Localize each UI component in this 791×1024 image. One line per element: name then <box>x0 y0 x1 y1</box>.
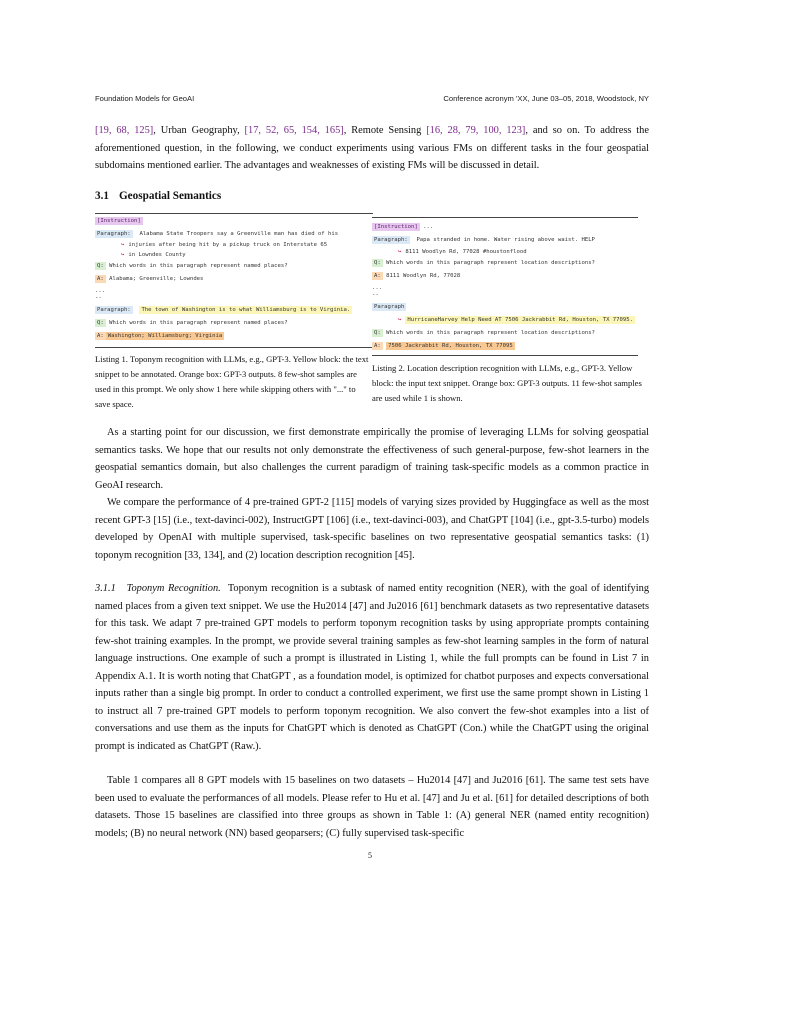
model-output: 7506 Jackrabbit Rd, Houston, TX 77095 <box>388 343 513 349</box>
paragraph-table-comparison: Table 1 compares all 8 GPT models with 15 baselines on two datasets – Hu2014 [47] and Ju2016 [61]. The same test sets have been used to evaluate the performances of all models. Please refer to Hu et al. [47] and Ju et al. [61] for detailed descriptions of both datasets. Those 15 baselines are classified into three groups as shown in Table 1: (A) general NER (named entity recognition) models; (B) no neural network (NN) based geoparsers; (C) fully supervised task-specific <box>95 775 649 839</box>
instruction-tag: [Instruction] <box>97 218 141 224</box>
running-header-conference: Conference acronym 'XX, June 03–05, 2018, Woodstock, NY <box>443 94 649 103</box>
citation[interactable]: [16, 28, 79, 100, 123] <box>426 125 526 136</box>
subsection-number: 3.1.1 <box>95 583 116 594</box>
line-wrap-icon: ↪ <box>121 252 125 258</box>
running-header-title: Foundation Models for GeoAI <box>95 94 195 103</box>
instruction-tag: [Instruction] <box>374 224 418 230</box>
line-wrap-icon: ↪ <box>121 242 125 248</box>
intro-paragraph: [19, 68, 125], Urban Geography, [17, 52, 65, 154, 165], Remote Sensing [16, 28, 79, 100, 123], and so on. To address the aforementioned question, in the following, we conduct experiments using various FMs on different tasks in the four geospatial subdomains mentioned earlier. The advantages and weaknesses of existing FMs will be discussed in detail. <box>95 125 649 171</box>
model-output: Washington; Williamsburg; Virginia <box>107 333 223 339</box>
section-heading: 3.1 Geospatial Semantics <box>95 190 222 202</box>
input-snippet: HurricaneHarvey Help Need AT 7506 Jackrabbit Rd, Houston, TX 77095. <box>407 317 634 323</box>
citation[interactable]: [17, 52, 65, 154, 165] <box>244 125 344 136</box>
input-snippet: The town of Washington is to what Williamsburg is to Virginia. <box>141 307 351 313</box>
paragraph-compare-models: We compare the performance of 4 pre-trained GPT-2 [115] models of varying sizes provided by Huggingface as well as the most recent GPT-3 [15] (i.e., text-davinci-002), InstructGPT [106] (i.e., text-davinci-003), and ChatGPT [104] (i.e., gpt-3.5-turbo) models developed by OpenAI with multiple supervised, task-specific baselines on two representative geospatial semantics tasks: (1) toponym recognition [33, 134], and (2) location description recognition [45]. <box>95 497 649 561</box>
listing-rule <box>372 217 638 218</box>
citation[interactable]: [19, 68, 125] <box>95 125 154 136</box>
subsection-toponym-recognition: 3.1.1 Toponym Recognition. Toponym recognition is a subtask of named entity recognition (NER), with the goal of identifying named places from a given text snippet. We use the Hu2014 [47] and Ju2016 [61] benchmark datasets as two representative datasets for this task. We adapt 7 pre-trained GPT models to perform toponym recognition tasks by using appropriate prompts containing few-shot training examples. In the prompt, we provide several training samples as few-shot learning samples in the form of natural language instructions. One example of such a prompt is illustrated in Listing 1, while the full prompts can be found in List 7 in Appendix A.1. It is worth noting that ChatGPT , as a foundation model, is optimized for chatbot purposes and expects conversational inputs rather than a single big prompt. In order to conduct a controlled experiment, we first use the same prompt shown in Listing 1 to instruct all 7 pre-trained GPT models to perform toponym recognition. We also convert the few-shot examples into a list of conversations and use them as the inputs for ChatGPT which is denoted as ChatGPT (Con.) while the ChatGPT using the original prompt is indicated as ChatGPT (Raw.). <box>95 583 650 752</box>
listing-rule <box>372 355 638 356</box>
listing-rule <box>95 347 373 348</box>
line-wrap-icon: ↪ <box>398 249 402 255</box>
line-wrap-icon: ↪ <box>398 317 402 323</box>
listing-2: [Instruction] ... Paragraph: Papa stranded in home. Water rising above waist. HELP ↪ 8111 Woodlyn Rd, 77028 #houstonflood Q: Which words in this paragraph represent location descriptions? A: 8111 Woodlyn Rd, 77028 ... -- Paragraph ↪ HurricaneHarvey Help Need AT 7506 Jackrabbit Rd, Houston, TX 77095. Q: Which words in this paragraph represent location descriptions? A: 7506 Jackrabbit Rd, Houston, TX 77095 <box>372 214 638 354</box>
listing-rule <box>95 213 373 214</box>
listing-1-caption: Listing 1. Toponym recognition with LLMs, e.g., GPT-3. Yellow block: the text snippet to be annotated. Orange box: GPT-3 outputs. 8 few-shot samples are used in this prompt. We only show 1 here while skipping others with "..." to save space. <box>95 354 369 409</box>
listing-1: [Instruction] Paragraph: Alabama State Troopers say a Greenville man has died of his ↪ injuries after being hit by a pickup truck on Interstate 65 ↪ in Lowndes County Q: Which words in this paragraph represent named places? A: Alabama; Greenville; Lowndes ... -- Paragraph: The town of Washington is to what Williamsburg is to Virginia. Q: Which words in this paragraph represent named places? A: Washington; Williamsburg; Virginia <box>95 210 373 350</box>
listing-2-caption: Listing 2. Location description recognition with LLMs, e.g., GPT-3. Yellow block: the input text snippet. Orange box: GPT-3 outputs. 11 few-shot samples are used while 1 is shown. <box>372 363 642 403</box>
subsection-title: Toponym Recognition. <box>126 583 221 594</box>
paragraph-starting-point: As a starting point for our discussion, we first demonstrate empirically the promise of leveraging LLMs for solving geospatial semantics tasks. We hope that our results not only demonstrate the effectiveness of such general-purpose, few-shot learners in the geospatial semantics domain, but also challenges the current paradigm of training task-specific models as a common practice in GeoAI research. <box>95 427 649 491</box>
page-number: 5 <box>368 851 372 860</box>
